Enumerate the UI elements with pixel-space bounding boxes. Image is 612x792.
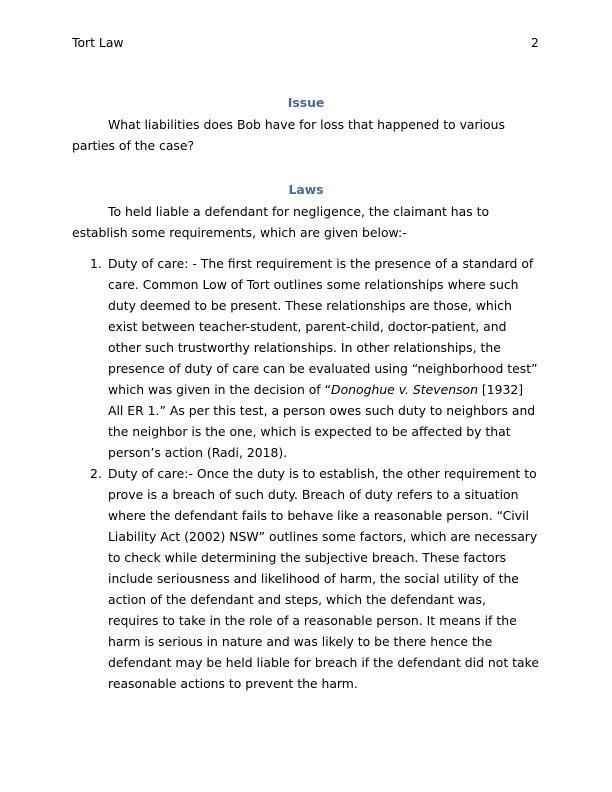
laws-intro-paragraph: To held liable a defendant for negligence, the claimant has to establish some requirements, which are given below:- (72, 204, 490, 240)
list-item-text-continued: [1932] All ER 1.” As per this test, a person owes such duty to neighbors and the neighbor is the one, which is expected to be affected by that person’s action (Radi, 2018). (108, 382, 536, 460)
page-number: 2 (531, 35, 539, 50)
running-header-title: Tort Law (72, 35, 124, 50)
list-item-text: Duty of care: - The first requirement is the presence of a standard of care. Common Low of Tort outlines some relationships where such duty deemed to be present. These relationships are those, which exist between teacher-student, parent-child, doctor-patient, and other such trustworthy relationships. In other relationships, the presence of duty of care can be evaluated using “neighborhood test” which was given in the decision of “ (108, 256, 538, 397)
list-item-number: 1. (90, 256, 102, 271)
list-item-text: Duty of care:- Once the duty is to establish, the other requirement to prove is a breach of such duty. Breach of duty refers to a situation where the defendant fails to behave like a reasonable person. “Civil Liability Act (2002) NSW” outlines some factors, which are necessary to check while determining the subjective breach. These factors include seriousness and likelihood of harm, the social utility of the action of the defendant and steps, which the defendant was, requires to take in the role of a reasonable person. It means if the harm is serious in nature and was likely to be there hence the defendant may be held liable for breach if the defendant did not take reasonable actions to prevent the harm. (108, 466, 539, 691)
laws-heading: Laws (288, 182, 324, 197)
list-item-number: 2. (90, 466, 102, 481)
list-item (72, 253, 540, 463)
issue-heading: Issue (287, 95, 325, 110)
issue-paragraph: What liabilities does Bob have for loss that happened to various parties of the case? (72, 117, 505, 153)
requirements-list (72, 253, 540, 694)
case-citation: Donoghue v. Stevenson (331, 382, 478, 397)
list-item (72, 463, 540, 694)
